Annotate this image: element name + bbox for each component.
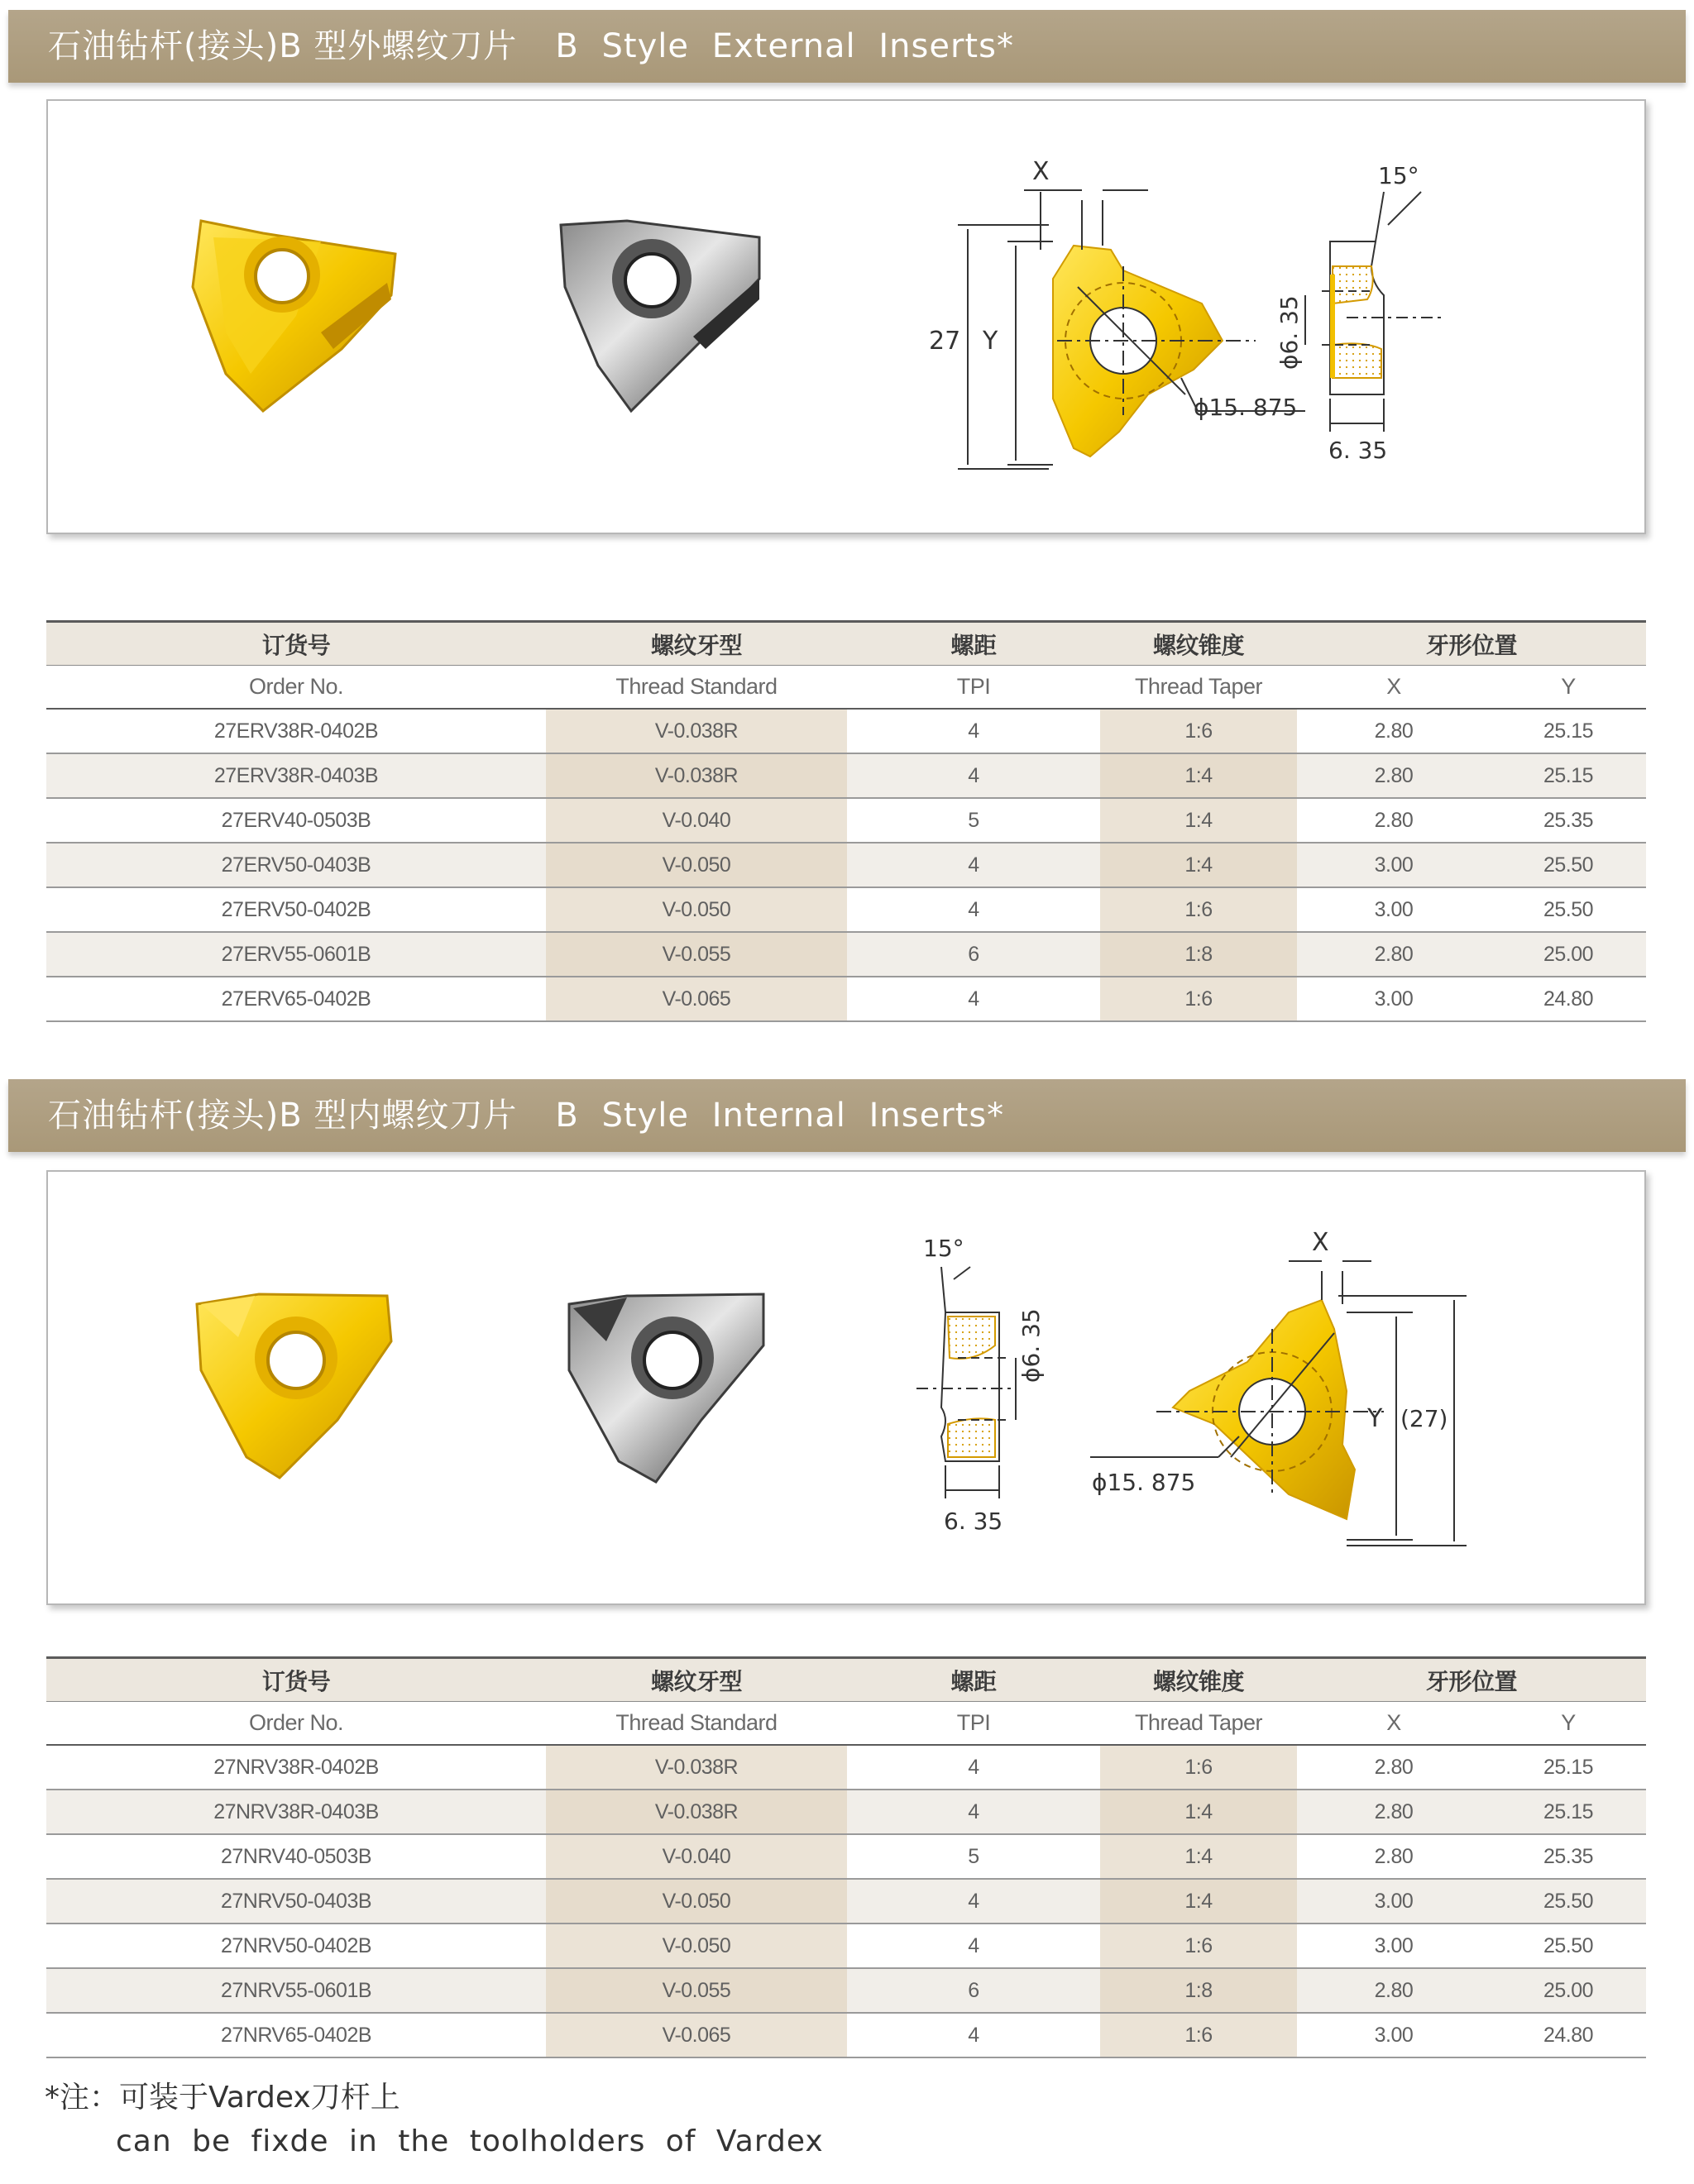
cell-y: 25.00	[1543, 1978, 1594, 2002]
cell-tpi: 4	[968, 763, 979, 787]
dim-bore-label: ϕ6. 35	[1017, 1308, 1045, 1383]
table-header-en	[46, 1701, 1646, 1746]
cell-y: 25.15	[1543, 1755, 1594, 1779]
cell-x: 3.00	[1374, 1933, 1414, 1957]
cell-order: 27ERV40-0503B	[221, 808, 371, 832]
table-row	[46, 799, 1646, 843]
table-header-en	[46, 665, 1646, 710]
cell-std: V-0.050	[546, 1880, 847, 1923]
cell-taper: 1:4	[1100, 1880, 1297, 1923]
external-insert-side-view	[1305, 192, 1446, 432]
figure-box-external	[46, 99, 1646, 534]
cell-x: 2.80	[1374, 1755, 1414, 1779]
col-x-en: X	[1386, 674, 1401, 699]
cell-y: 25.50	[1543, 1889, 1594, 1913]
cell-order: 27NRV38R-0402B	[213, 1755, 379, 1779]
cell-tpi: 5	[968, 808, 979, 832]
cell-taper: 1:6	[1100, 2014, 1297, 2057]
internal-insert-front-view	[1090, 1261, 1467, 1546]
cell-std: V-0.038R	[546, 1746, 847, 1789]
cell-std: V-0.038R	[546, 754, 847, 797]
cell-order: 27ERV38R-0402B	[213, 719, 379, 743]
col-order-en: Order No.	[248, 674, 344, 699]
dim-dia-label: ϕ15. 875	[1092, 1469, 1196, 1496]
cell-y: 25.35	[1543, 808, 1594, 832]
col-order-cn: 订货号	[261, 1667, 331, 1695]
dim-x-label: X	[1032, 157, 1050, 186]
figure-box-internal	[46, 1170, 1646, 1605]
cell-tpi: 4	[968, 719, 979, 743]
col-order-en: Order No.	[248, 1710, 344, 1735]
dim-height-label: (27)	[1400, 1405, 1448, 1432]
col-taper-cn: 螺纹锥度	[1152, 631, 1244, 659]
cell-std: V-0.038R	[546, 710, 847, 753]
cell-taper: 1:6	[1100, 710, 1297, 753]
col-order-cn: 订货号	[261, 631, 331, 659]
dim-angle-label: 15°	[923, 1235, 964, 1262]
table-header-cn	[46, 620, 1646, 665]
col-taper-en: Thread Taper	[1134, 1710, 1263, 1735]
col-pos-cn: 牙形位置	[1425, 631, 1517, 659]
col-std-cn: 螺纹牙型	[650, 631, 742, 659]
gold-insert-photo	[193, 221, 395, 411]
external-inserts-illustration	[48, 101, 1648, 536]
dim-thick-label: 6. 35	[944, 1508, 1003, 1535]
col-std-en: Thread Standard	[615, 1710, 778, 1735]
cell-x: 3.00	[1374, 853, 1414, 877]
cell-order: 27NRV50-0403B	[220, 1889, 372, 1913]
cell-taper: 1:4	[1100, 754, 1297, 797]
cell-tpi: 6	[968, 942, 979, 966]
table-row	[46, 710, 1646, 754]
cell-order: 27NRV55-0601B	[220, 1978, 372, 2002]
cell-y: 25.35	[1543, 1844, 1594, 1868]
table-row	[46, 2014, 1646, 2058]
external-insert-front-view	[958, 190, 1305, 469]
cell-y: 24.80	[1543, 2023, 1594, 2047]
cell-y: 25.15	[1543, 719, 1594, 743]
table-row	[46, 754, 1646, 799]
col-pos-cn: 牙形位置	[1425, 1667, 1517, 1695]
cell-y: 25.50	[1543, 897, 1594, 921]
cell-std: V-0.040	[546, 799, 847, 842]
cell-tpi: 4	[968, 1889, 979, 1913]
footnote-en: can be fixde in the toolholders of Vardex	[116, 2124, 824, 2158]
cell-y: 25.50	[1543, 1933, 1594, 1957]
col-y-en: Y	[1561, 674, 1576, 699]
cell-y: 24.80	[1543, 987, 1594, 1011]
cell-order: 27ERV55-0601B	[221, 942, 371, 966]
cell-std: V-0.050	[546, 1924, 847, 1967]
cell-taper: 1:4	[1100, 1835, 1297, 1878]
dim-height-label: 27	[929, 327, 961, 356]
cell-order: 27ERV38R-0403B	[213, 763, 379, 787]
section-banner-internal	[8, 1079, 1686, 1152]
dim-dia-label: ϕ15. 875	[1194, 394, 1298, 421]
cell-x: 2.80	[1374, 1978, 1414, 2002]
dim-angle-label: 15°	[1378, 162, 1419, 189]
cell-taper: 1:6	[1100, 1924, 1297, 1967]
cell-x: 2.80	[1374, 942, 1414, 966]
cell-std: V-0.040	[546, 1835, 847, 1878]
cell-y: 25.00	[1543, 942, 1594, 966]
table-row	[46, 843, 1646, 888]
cell-x: 2.80	[1374, 763, 1414, 787]
col-taper-en: Thread Taper	[1134, 674, 1263, 699]
cell-x: 2.80	[1374, 719, 1414, 743]
section-banner-external	[8, 10, 1686, 83]
cell-tpi: 4	[968, 1755, 979, 1779]
table-header-cn	[46, 1656, 1646, 1701]
table-row	[46, 888, 1646, 933]
cell-taper: 1:8	[1100, 933, 1297, 976]
col-y-en: Y	[1561, 1710, 1576, 1735]
dim-bore-label: ϕ6. 35	[1275, 295, 1303, 370]
col-taper-cn: 螺纹锥度	[1152, 1667, 1244, 1695]
cell-order: 27NRV40-0503B	[220, 1844, 372, 1868]
banner-title-en: B Style Internal Inserts*	[555, 1097, 1005, 1135]
dim-y-label: Y	[1367, 1404, 1383, 1433]
cell-std: V-0.050	[546, 843, 847, 887]
table-row	[46, 1835, 1646, 1880]
cell-x: 3.00	[1374, 987, 1414, 1011]
cell-tpi: 4	[968, 1799, 979, 1823]
cell-taper: 1:6	[1100, 1746, 1297, 1789]
internal-insert-side-view	[916, 1267, 1016, 1498]
cell-std: V-0.055	[546, 933, 847, 976]
cell-std: V-0.065	[546, 977, 847, 1020]
cell-tpi: 4	[968, 897, 979, 921]
cell-order: 27NRV65-0402B	[220, 2023, 372, 2047]
cell-y: 25.50	[1543, 853, 1594, 877]
cell-taper: 1:6	[1100, 888, 1297, 931]
banner-title-cn: 石油钻杆(接头)B 型外螺纹刀片	[48, 27, 518, 65]
banner-title-en: B Style External Inserts*	[555, 27, 1014, 65]
table-row	[46, 1790, 1646, 1835]
internal-inserts-illustration	[48, 1172, 1648, 1607]
dim-thick-label: 6. 35	[1328, 437, 1388, 464]
cell-tpi: 5	[968, 1844, 979, 1868]
dim-x-label: X	[1312, 1228, 1329, 1257]
cell-y: 25.15	[1543, 1799, 1594, 1823]
cell-taper: 1:4	[1100, 799, 1297, 842]
cell-tpi: 4	[968, 2023, 979, 2047]
cell-order: 27NRV50-0402B	[220, 1933, 372, 1957]
cell-order: 27ERV65-0402B	[221, 987, 371, 1011]
cell-tpi: 4	[968, 1933, 979, 1957]
cell-order: 27ERV50-0403B	[221, 853, 371, 877]
cell-x: 3.00	[1374, 1889, 1414, 1913]
cell-x: 2.80	[1374, 808, 1414, 832]
table-row	[46, 1880, 1646, 1924]
cell-tpi: 6	[968, 1978, 979, 2002]
col-std-en: Thread Standard	[615, 674, 778, 699]
footnote-cn: *注：可装于Vardex刀杆上	[45, 2081, 400, 2115]
cell-x: 3.00	[1374, 897, 1414, 921]
cell-std: V-0.065	[546, 2014, 847, 2057]
cell-x: 2.80	[1374, 1844, 1414, 1868]
cell-x: 2.80	[1374, 1799, 1414, 1823]
cell-taper: 1:4	[1100, 843, 1297, 887]
col-std-cn: 螺纹牙型	[650, 1667, 742, 1695]
cell-order: 27ERV50-0402B	[221, 897, 371, 921]
col-tpi-en: TPI	[956, 674, 991, 699]
cell-tpi: 4	[968, 853, 979, 877]
cell-x: 3.00	[1374, 2023, 1414, 2047]
cell-tpi: 4	[968, 987, 979, 1011]
cell-y: 25.15	[1543, 763, 1594, 787]
col-x-en: X	[1386, 1710, 1401, 1735]
cell-taper: 1:4	[1100, 1790, 1297, 1833]
gold-insert-photo	[197, 1294, 391, 1478]
cell-taper: 1:8	[1100, 1969, 1297, 2012]
cell-std: V-0.055	[546, 1969, 847, 2012]
table-row	[46, 1969, 1646, 2014]
cell-std: V-0.038R	[546, 1790, 847, 1833]
coated-insert-photo	[569, 1294, 763, 1482]
dim-y-label: Y	[983, 327, 998, 356]
cell-taper: 1:6	[1100, 977, 1297, 1020]
table-row	[46, 1746, 1646, 1790]
banner-title-cn: 石油钻杆(接头)B 型内螺纹刀片	[48, 1097, 518, 1135]
col-tpi-cn: 螺距	[950, 631, 997, 659]
col-tpi-cn: 螺距	[950, 1667, 997, 1695]
cell-order: 27NRV38R-0403B	[213, 1799, 379, 1823]
table-row	[46, 933, 1646, 977]
col-tpi-en: TPI	[956, 1710, 991, 1735]
table-row	[46, 977, 1646, 1022]
table-row	[46, 1924, 1646, 1969]
coated-insert-photo	[561, 221, 759, 411]
cell-std: V-0.050	[546, 888, 847, 931]
